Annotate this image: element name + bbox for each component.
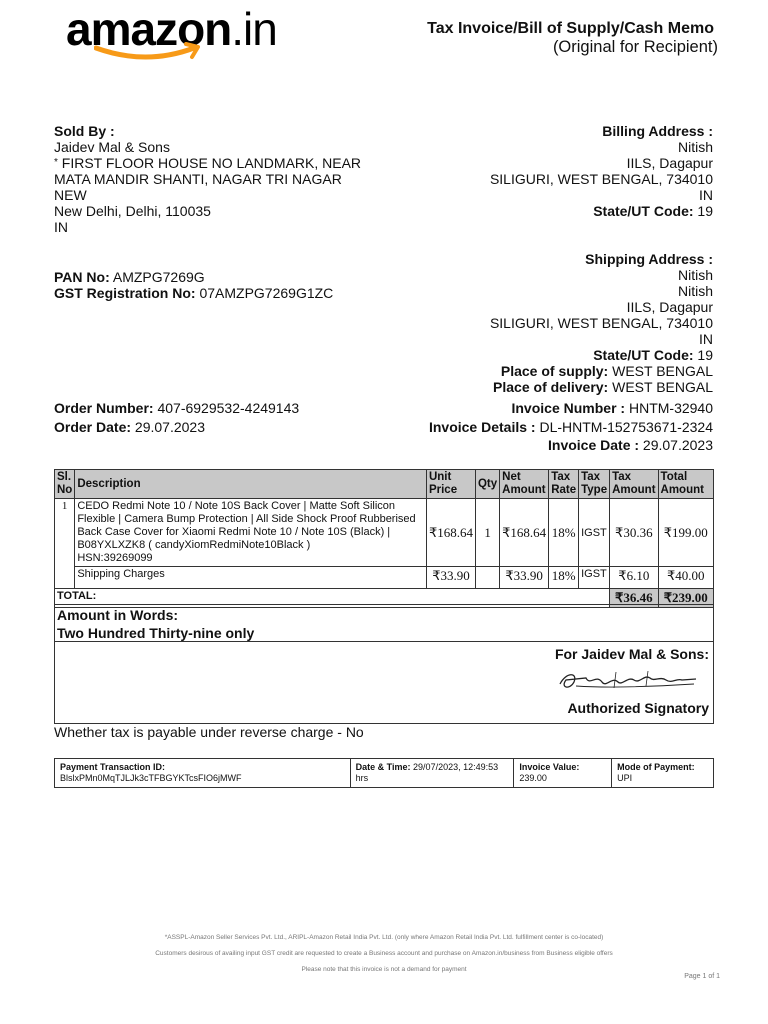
footer-note-3: Please note that this invoice is not a demand for payment [301,966,467,973]
total-label: TOTAL: [55,589,610,608]
seller-tax-ids [54,269,333,301]
billing-line2: SILIGURI, WEST BENGAL, 734010 [489,171,713,187]
shipping-line2: SILIGURI, WEST BENGAL, 734010 [489,315,713,331]
for-seller-label: For Jaidev Mal & Sons: [554,646,709,662]
shipping-tax-type: IGST [579,567,610,589]
invoice-info [429,399,713,455]
payment-datetime-cell [350,759,514,788]
seller-address-line3: NEW [54,187,87,203]
table-row [55,567,714,589]
billing-heading: Billing Address : [602,123,713,139]
payment-txn-value: BlslxPMn0MqTJLJk3cTFBGYKTcsFIO6jMWF [60,773,242,783]
amount-in-words-value: Two Hundred Thirty-nine only [57,625,255,641]
shipping-unit-price: ₹33.90 [426,567,475,589]
seller-heading: Sold By : [54,123,115,139]
billing-block [490,123,713,219]
item-net-amount: ₹168.64 [500,499,549,567]
table-row [55,499,714,567]
pan-label: PAN No: [54,269,110,285]
shipping-state-label: State/UT Code: [593,347,694,363]
payment-table [54,758,714,788]
seller-block [54,123,361,235]
invoice-value-value: 239.00 [519,773,547,783]
order-number-value: 407-6929532-4249143 [157,400,300,416]
signatory-box [54,642,714,724]
payment-transaction-cell [55,759,351,788]
col-header-sl: Sl. No [55,470,75,499]
shipping-name2: Nitish [677,283,713,299]
document-title: Tax Invoice/Bill of Supply/Cash Memo [427,20,714,37]
invoice-value-label: Invoice Value: [519,762,580,772]
total-tax: ₹36.46 [610,589,658,608]
signature-image [556,668,701,694]
billing-line3: IN [699,187,713,203]
seller-address-line2: MATA MANDIR SHANTI, NAGAR TRI NAGAR [54,171,342,187]
invoice-value-cell [514,759,612,788]
shipping-total-amount: ₹40.00 [658,567,713,589]
payment-mode-cell [612,759,714,788]
item-desc-line1: CEDO Redmi Note 10 / Note 10S Back Cover | Matte Soft Silicon [77,500,396,512]
seller-asterisk: * [54,157,58,168]
shipping-state-value: 19 [697,347,713,363]
col-header-net-amount: Net Amount [500,470,549,499]
payment-dt-label: Date & Time: [355,762,411,772]
col-header-tax-rate: Tax Rate [549,470,579,499]
invoice-details-value: DL-HNTM-152753671-2324 [539,418,713,435]
item-total-amount: ₹199.00 [658,499,713,567]
amazon-logo [66,2,306,66]
item-unit-price: ₹168.64 [426,499,475,567]
smile-arrow-icon [94,42,204,64]
footer-note-1: *ASSPL-Amazon Seller Services Pvt. Ltd., ARIPL-Amazon Retail India Pvt. Ltd. (only where Amazon Retail India Pvt. Ltd. fulfillment center is co-located) [164,934,604,941]
items-table [54,469,714,608]
payment-dt-suffix: hrs [355,773,369,783]
shipping-block [490,251,713,395]
gst-label: GST Registration No: [54,285,196,301]
place-of-delivery-label: Place of delivery: [493,379,609,395]
invoice-number-value: HNTM-32940 [628,400,713,416]
order-date-value: 29.07.2023 [134,419,205,435]
item-desc-line2: Flexible | Camera Bump Protection | All Side Shock Proof Rubberised [77,513,416,525]
pan-value: AMZPG7269G [112,269,205,285]
footer-note-2: Customers desirous of availing input GST credit are requested to create a Business account and purchase on Amazon.in/business from Business eligible offers [155,950,613,957]
place-of-supply-label: Place of supply: [500,363,609,379]
document-subtitle: (Original for Recipient) [552,38,718,56]
authorized-signatory-label: Authorized Signatory [567,700,709,716]
item-sl: 1 [55,499,75,589]
item-tax-amount: ₹30.36 [610,499,658,567]
gst-value: 07AMZPG7269G1ZC [199,285,334,301]
page-number: Page 1 of 1 [684,973,720,980]
invoice-details-label: Invoice Details : [428,418,536,435]
item-tax-rate: 18% [549,499,579,567]
billing-line1: IILS, Dagapur [626,155,713,171]
col-header-tax-type: Tax Type [579,470,610,499]
col-header-unit-price: Unit Price [426,470,475,499]
billing-name: Nitish [677,139,713,155]
logo-suffix-text: .in [231,3,277,55]
shipping-heading: Shipping Address : [585,251,713,267]
shipping-tax-amount: ₹6.10 [610,567,658,589]
item-qty: 1 [475,499,499,567]
shipping-line3: IN [699,331,713,347]
item-tax-type: IGST [579,499,610,567]
invoice-number-label: Invoice Number : [511,400,626,416]
col-header-description: Description [75,470,427,499]
payment-row [55,759,714,788]
logo-main-text: amazon [66,3,232,55]
item-hsn: HSN:39269099 [77,552,153,564]
billing-state-value: 19 [697,203,713,219]
shipping-net-amount: ₹33.90 [500,567,549,589]
order-date-label: Order Date: [54,419,132,435]
item-desc-line3: Back Case Cover for Xiaomi Redmi Note 10 / Note 10S (Black) | [77,526,391,538]
place-of-delivery-value: WEST BENGAL [612,379,713,395]
item-description [75,499,427,567]
table-header-row [55,470,714,499]
col-header-total-amount: Total Amount [658,470,713,499]
reverse-charge-note: Whether tax is payable under reverse charge - No [54,724,364,740]
seller-name: Jaidev Mal & Sons [54,139,170,155]
payment-txn-label: Payment Transaction ID: [60,762,166,772]
col-header-qty: Qty [475,470,499,499]
total-amount: ₹239.00 [658,589,713,608]
item-desc-line4: B08YXLXZK8 ( candyXiomRedmiNote10Black ) [77,539,311,551]
order-number-label: Order Number: [54,400,154,416]
amount-in-words-box [54,604,714,642]
payment-mode-label: Mode of Payment: [617,762,695,772]
place-of-supply-value: WEST BENGAL [612,363,713,379]
invoice-date-value: 29.07.2023 [642,437,713,453]
amount-in-words-label: Amount in Words: [57,607,179,623]
col-header-tax-amount: Tax Amount [610,470,658,499]
seller-address-line1: FIRST FLOOR HOUSE NO LANDMARK, NEAR [61,155,362,171]
order-info [54,399,299,437]
invoice-date-label: Invoice Date : [548,437,640,453]
shipping-tax-rate: 18% [549,567,579,589]
seller-address-line5: IN [54,219,68,235]
shipping-description: Shipping Charges [75,567,427,589]
shipping-name1: Nitish [677,267,713,283]
payment-mode-value: UPI [617,773,633,783]
payment-dt-value: 29/07/2023, 12:49:53 [413,762,499,772]
shipping-line1: IILS, Dagapur [626,299,713,315]
billing-state-label: State/UT Code: [593,203,694,219]
seller-address-line4: New Delhi, Delhi, 110035 [54,203,211,219]
